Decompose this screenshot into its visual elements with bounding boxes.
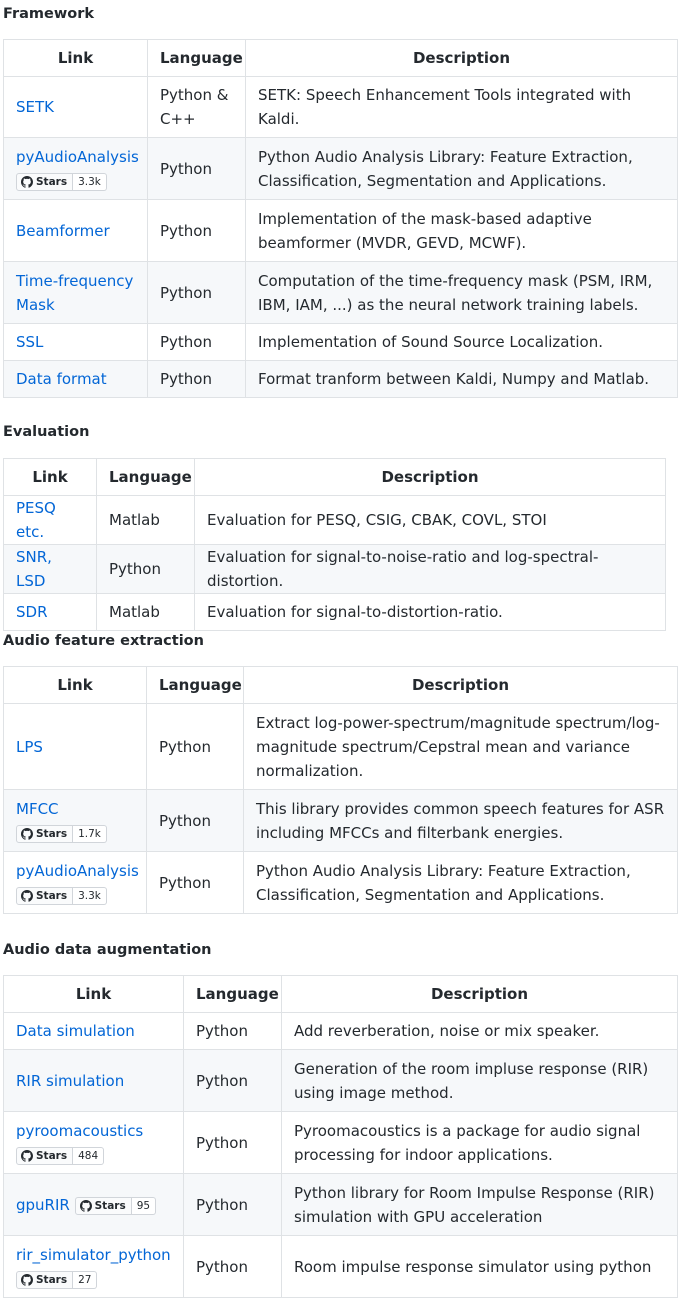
language-cell: Python <box>184 1174 282 1236</box>
link-cell <box>4 594 97 631</box>
repo-link[interactable]: Beamformer <box>16 221 110 240</box>
column-header-language: Language <box>97 459 195 496</box>
language-cell: Python <box>148 361 246 398</box>
repo-link[interactable]: LPS <box>16 737 43 756</box>
language-cell: Python <box>147 790 244 852</box>
section-title: Audio data augmentation <box>3 942 212 958</box>
badge-label-text: Stars <box>36 1274 68 1286</box>
link-cell <box>4 1050 184 1112</box>
link-cell <box>4 1112 184 1174</box>
repo-link[interactable]: Data simulation <box>16 1022 135 1040</box>
badge-label-text: Stars <box>94 1200 126 1212</box>
link-cell <box>4 1236 184 1298</box>
column-header-link: Link <box>4 976 184 1013</box>
repo-link[interactable]: MFCC <box>16 799 59 818</box>
link-cell <box>4 77 148 138</box>
language-cell: Python <box>147 852 244 914</box>
badge-label-text: Stars <box>36 890 68 902</box>
table-row <box>4 545 666 594</box>
link-cell <box>4 324 148 361</box>
github-stars-badge[interactable] <box>16 1271 97 1289</box>
star-count: 3.3k <box>73 887 107 905</box>
repo-link[interactable]: pyAudioAnalysis <box>16 861 139 880</box>
language-cell: Python <box>148 324 246 361</box>
description-cell: Implementation of Sound Source Localization. <box>246 324 678 361</box>
badge-label <box>16 887 73 905</box>
repo-link[interactable]: PESQ etc. <box>16 499 56 541</box>
github-icon <box>21 890 33 902</box>
badge-label-text: Stars <box>36 828 68 840</box>
link-cell <box>4 361 148 398</box>
section-table <box>3 975 678 1298</box>
table-row <box>4 1236 678 1298</box>
table-row <box>4 138 678 200</box>
repo-link[interactable]: pyroomacoustics <box>16 1121 144 1140</box>
table-row <box>4 594 666 631</box>
section-table <box>3 458 666 631</box>
badge-label-text: Stars <box>36 1150 68 1162</box>
table-row <box>4 361 678 398</box>
table-row <box>4 200 678 262</box>
description-cell: Python Audio Analysis Library: Feature Extraction, Classification, Segmentation and Applications. <box>246 138 678 200</box>
description-cell: Pyroomacoustics is a package for audio signal processing for indoor applications. <box>282 1112 678 1174</box>
table-row <box>4 496 666 545</box>
link-cell <box>4 704 147 790</box>
star-count: 1.7k <box>73 825 107 843</box>
section-title: Framework <box>3 6 95 22</box>
description-cell: This library provides common speech features for ASR including MFCCs and filterbank energies. <box>244 790 678 852</box>
description-cell: Evaluation for signal-to-noise-ratio and log-spectral-distortion. <box>195 545 666 594</box>
link-cell <box>4 545 97 594</box>
table-row <box>4 1013 678 1050</box>
star-count: 3.3k <box>73 173 107 191</box>
github-stars-badge[interactable] <box>75 1197 156 1215</box>
column-header-link: Link <box>4 459 97 496</box>
repo-link[interactable]: SDR <box>16 603 48 621</box>
language-cell: Python <box>148 262 246 324</box>
github-icon <box>21 1274 33 1286</box>
header-row <box>4 459 666 496</box>
link-cell <box>4 790 147 852</box>
badge-label <box>16 1147 73 1165</box>
badge-label <box>16 1271 73 1289</box>
table-row <box>4 324 678 361</box>
column-header-language: Language <box>184 976 282 1013</box>
column-header-description: Description <box>244 667 678 704</box>
star-count: 95 <box>132 1197 156 1215</box>
language-cell: Python <box>147 704 244 790</box>
link-cell <box>4 138 148 200</box>
github-stars-badge[interactable] <box>16 1147 104 1165</box>
link-cell <box>4 1013 184 1050</box>
badge-label-text: Stars <box>36 176 68 188</box>
repo-link[interactable]: pyAudioAnalysis <box>16 147 139 166</box>
star-count: 484 <box>73 1147 104 1165</box>
table-row <box>4 704 678 790</box>
description-cell: Format tranform between Kaldi, Numpy and Matlab. <box>246 361 678 398</box>
link-cell <box>4 1174 184 1236</box>
column-header-language: Language <box>147 667 244 704</box>
language-cell: Python <box>184 1050 282 1112</box>
repo-link[interactable]: gpuRIR <box>16 1195 70 1214</box>
language-cell: Python <box>184 1112 282 1174</box>
column-header-description: Description <box>282 976 678 1013</box>
github-icon <box>80 1200 92 1212</box>
language-cell: Python <box>148 200 246 262</box>
section-title: Evaluation <box>3 424 90 440</box>
repo-link[interactable]: SNR, LSD <box>16 548 52 590</box>
description-cell: Computation of the time-frequency mask (PSM, IRM, IBM, IAM, ...) as the neural network training labels. <box>246 262 678 324</box>
description-cell: Add reverberation, noise or mix speaker. <box>282 1013 678 1050</box>
header-row <box>4 976 678 1013</box>
column-header-language: Language <box>148 40 246 77</box>
table-row <box>4 77 678 138</box>
link-cell <box>4 852 147 914</box>
description-cell: Extract log-power-spectrum/magnitude spectrum/log-magnitude spectrum/Cepstral mean and variance normalization. <box>244 704 678 790</box>
language-cell: Python <box>148 138 246 200</box>
link-cell <box>4 496 97 545</box>
column-header-link: Link <box>4 40 148 77</box>
github-stars-badge[interactable] <box>16 825 107 843</box>
table-row <box>4 1112 678 1174</box>
column-header-link: Link <box>4 667 147 704</box>
star-count: 27 <box>73 1271 97 1289</box>
github-stars-badge[interactable] <box>16 887 107 905</box>
table-row <box>4 262 678 324</box>
language-cell: Python <box>184 1236 282 1298</box>
repo-link[interactable]: Data format <box>16 370 107 388</box>
repo-link[interactable]: Time-frequency Mask <box>16 271 134 314</box>
language-cell: Python & C++ <box>148 77 246 138</box>
link-cell <box>4 262 148 324</box>
language-cell: Python <box>184 1013 282 1050</box>
github-icon <box>21 176 33 188</box>
github-icon <box>21 1150 33 1162</box>
link-cell <box>4 200 148 262</box>
language-cell: Python <box>97 545 195 594</box>
header-row <box>4 667 678 704</box>
description-cell: SETK: Speech Enhancement Tools integrated with Kaldi. <box>246 77 678 138</box>
column-header-description: Description <box>195 459 666 496</box>
repo-link[interactable]: SETK <box>16 98 54 116</box>
language-cell: Matlab <box>97 496 195 545</box>
repo-link[interactable]: rir_simulator_python <box>16 1245 171 1264</box>
header-row <box>4 40 678 77</box>
table-row <box>4 852 678 914</box>
description-cell: Evaluation for signal-to-distortion-ratio. <box>195 594 666 631</box>
github-icon <box>21 828 33 840</box>
description-cell: Generation of the room impluse response (RIR) using image method. <box>282 1050 678 1112</box>
description-cell: Python Audio Analysis Library: Feature Extraction, Classification, Segmentation and Applications. <box>244 852 678 914</box>
repo-link[interactable]: SSL <box>16 333 44 351</box>
description-cell: Evaluation for PESQ, CSIG, CBAK, COVL, STOI <box>195 496 666 545</box>
section-table <box>3 666 678 914</box>
table-row <box>4 790 678 852</box>
badge-label <box>16 825 73 843</box>
badge-label <box>16 173 73 191</box>
section-table <box>3 39 678 398</box>
repo-link[interactable]: RIR simulation <box>16 1071 125 1090</box>
badge-label <box>75 1197 132 1215</box>
description-cell: Python library for Room Impulse Response (RIR) simulation with GPU acceleration <box>282 1174 678 1236</box>
column-header-description: Description <box>246 40 678 77</box>
description-cell: Implementation of the mask-based adaptive beamformer (MVDR, GEVD, MCWF). <box>246 200 678 262</box>
table-row <box>4 1050 678 1112</box>
language-cell: Matlab <box>97 594 195 631</box>
github-stars-badge[interactable] <box>16 173 107 191</box>
table-row <box>4 1174 678 1236</box>
description-cell: Room impulse response simulator using python <box>282 1236 678 1298</box>
section-title: Audio feature extraction <box>3 633 204 649</box>
